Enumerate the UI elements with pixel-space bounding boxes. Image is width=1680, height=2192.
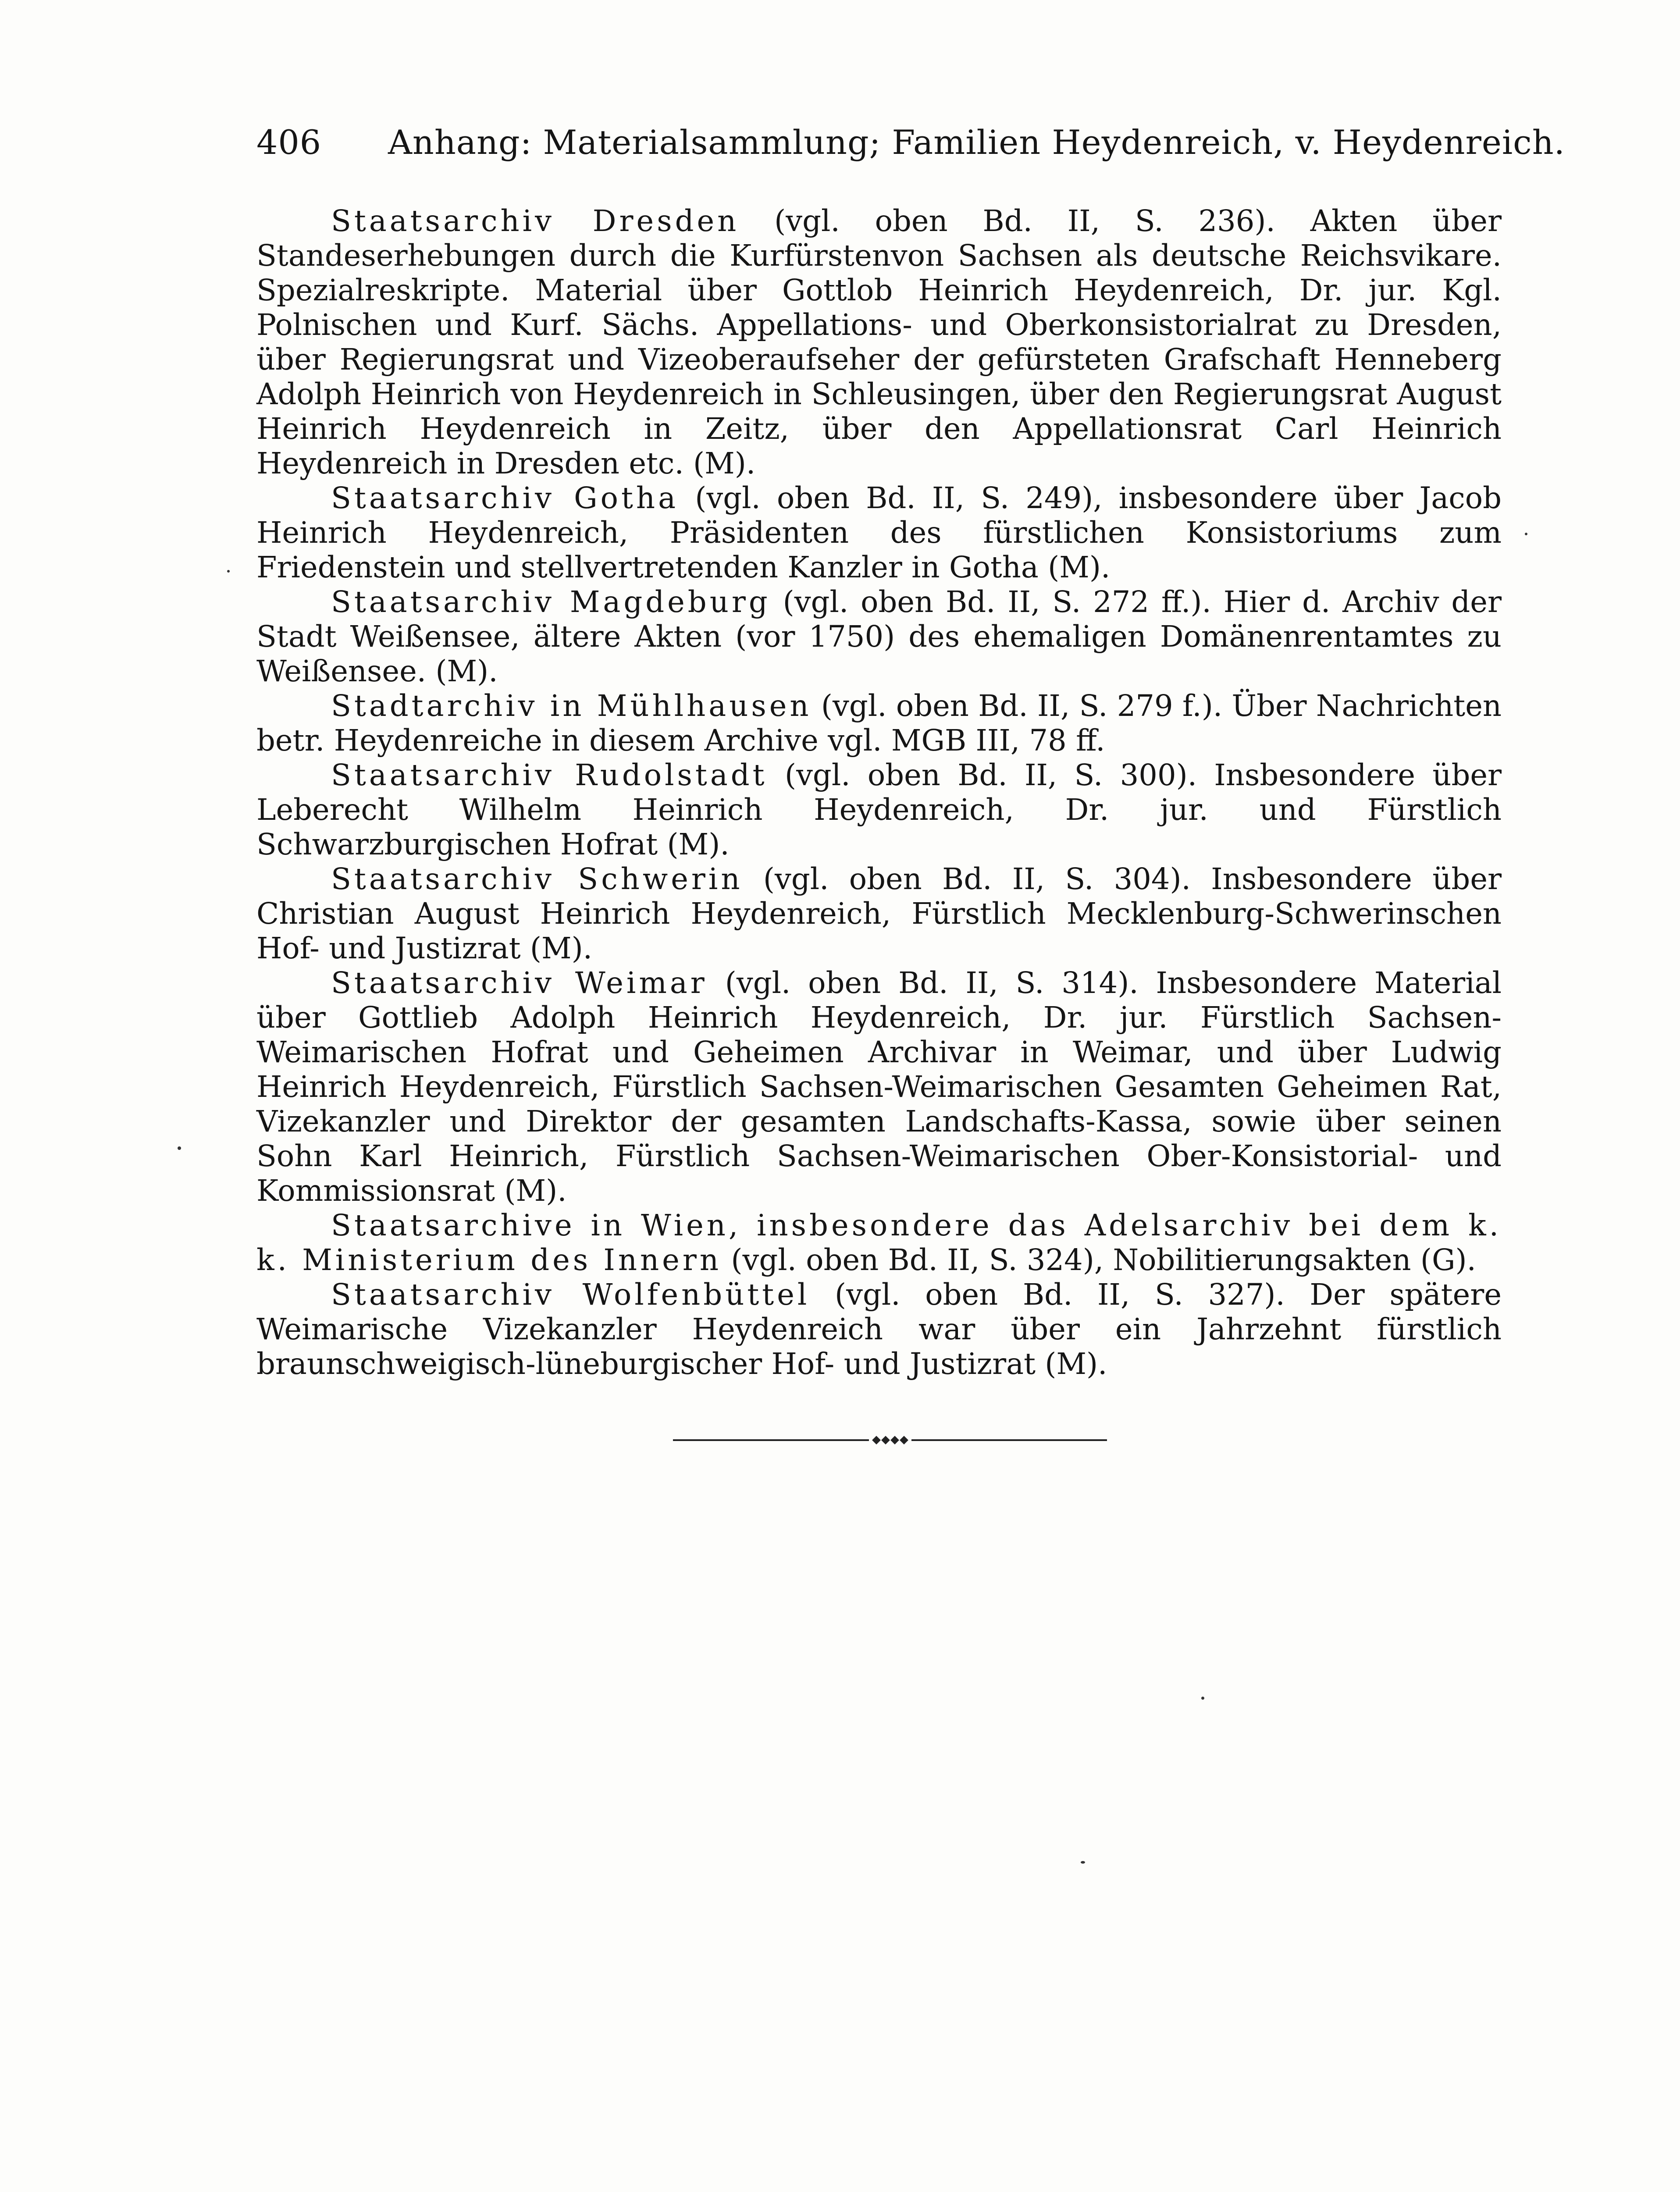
scan-speck: [1201, 1697, 1204, 1700]
archive-name: Staatsarchiv Weimar: [331, 966, 708, 1000]
page-body: [256, 204, 1502, 1381]
scan-speck: [227, 570, 230, 573]
archive-name: Staatsarchiv Magdeburg: [331, 585, 771, 619]
entry-text: (vgl. oben Bd. II, S. 279 f.). Über Nachrichten betr. Heydenreiche in diesem Archive vgl. MGB III, 78 ff.: [256, 689, 1502, 758]
section-end-divider: [673, 1431, 1107, 1449]
archive-entry-magdeburg: [256, 585, 1502, 689]
entry-text: (vgl. oben Bd. II, S. 314). Insbesondere Material über Gottlieb Adolph Heinrich Heydenreich, Dr. jur. Fürstlich Sachsen-Weimarischen Hofrat und Geheimen Archivar in Weimar, und über Ludwig Heinrich Heydenreich, Fürstlich Sachsen-Weimarischen Gesamten Geheimen Rat, Vizekanzler und Direktor der gesamten Landschafts-Kassa, sowie über seinen Sohn Karl Heinrich, Fürstlich Sachsen-Weimarischen Ober-Konsistorial- und Kommissionsrat (M).: [256, 966, 1502, 1208]
ornament-diamond-icon: [872, 1436, 881, 1445]
ornament-diamond-icon: [900, 1436, 908, 1445]
entry-text: (vgl. oben Bd. II, S. 327). Der spätere Weimarische Vizekanzler Heydenreich war über ein Jahrzehnt fürstlich braunschweigisch-lüneburgischer Hof- und Justizrat (M).: [256, 1277, 1502, 1381]
archive-entry-weimar: [256, 966, 1502, 1208]
entry-text: (vgl. oben Bd. II, S. 324), Nobilitierungsakten (G).: [722, 1243, 1476, 1277]
page-header: [256, 121, 1565, 169]
archive-name: Staatsarchiv Schwerin: [331, 862, 743, 896]
entry-text: (vgl. oben Bd. II, S. 249), insbesondere über Jacob Heinrich Heydenreich, Präsidenten des fürstlichen Konsistoriums zum Friedenstein und stellvertretenden Kanzler in Gotha (M).: [256, 481, 1502, 584]
scan-speck: [178, 1146, 181, 1150]
archive-entry-wien: [256, 1208, 1502, 1277]
archive-entry-rudolstadt: [256, 758, 1502, 862]
archive-name: Stadtarchiv in Mühlhausen: [331, 689, 812, 723]
archive-entry-dresden: [256, 204, 1502, 481]
running-title: Anhang: Materialsammlung; Familien Heydenreich, v. Heydenreich.: [388, 123, 1565, 162]
divider-ornament: [869, 1437, 911, 1443]
entry-text: (vgl. oben Bd. II, S. 300). Insbesondere über Leberecht Wilhelm Heinrich Heydenreich, Dr. jur. und Fürstlich Schwarzburgischen Hofrat (M).: [256, 758, 1502, 861]
archive-name: Staatsarchiv Gotha: [331, 481, 679, 515]
divider-rule-left: [673, 1439, 869, 1441]
archive-entry-muehlhausen: [256, 689, 1502, 758]
archive-name: Staatsarchiv Rudolstadt: [331, 758, 768, 792]
archive-name: Staatsarchiv Wolfenbüttel: [331, 1277, 810, 1312]
scan-speck: [1081, 1861, 1085, 1864]
entry-text: (vgl. oben Bd. II, S. 304). Insbesondere über Christian August Heinrich Heydenreich, Fürstlich Mecklenburg-Schwerinschen Hof- und Justizrat (M).: [256, 862, 1502, 965]
ornament-diamond-icon: [890, 1436, 899, 1445]
archive-entry-gotha: [256, 481, 1502, 585]
archive-name: Staatsarchive in Wien, insbesondere das Adelsarchiv bei dem k. k. Ministerium des Innern: [256, 1208, 1502, 1277]
archive-name: Staatsarchiv Dresden: [331, 204, 740, 238]
scan-speck: [1525, 533, 1527, 535]
divider-rule-right: [911, 1439, 1107, 1441]
entry-text: (vgl. oben Bd. II, S. 236). Akten über Standeserhebungen durch die Kurfürstenvon Sachsen als deutsche Reichsvikare. Spezialreskripte. Material über Gottlob Heinrich Heydenreich, Dr. jur. Kgl. Polnischen und Kurf. Sächs. Appellations- und Oberkonsistorialrat zu Dresden, über Regierungsrat und Vizeoberaufseher der gefürsteten Grafschaft Henneberg Adolph Heinrich von Heydenreich in Schleusingen, über den Regierungsrat August Heinrich Heydenreich in Zeitz, über den Appellationsrat Carl Heinrich Heydenreich in Dresden etc. (M).: [256, 204, 1502, 480]
archive-entry-wolfenbuettel: [256, 1277, 1502, 1381]
ornament-diamond-icon: [881, 1436, 890, 1445]
archive-entry-schwerin: [256, 862, 1502, 966]
entry-text: (vgl. oben Bd. II, S. 272 ff.). Hier d. Archiv der Stadt Weißensee, ältere Akten (vor 1750) des ehemaligen Domänenrentamtes zu Weißensee. (M).: [256, 585, 1502, 688]
page-number: 406: [256, 123, 322, 162]
